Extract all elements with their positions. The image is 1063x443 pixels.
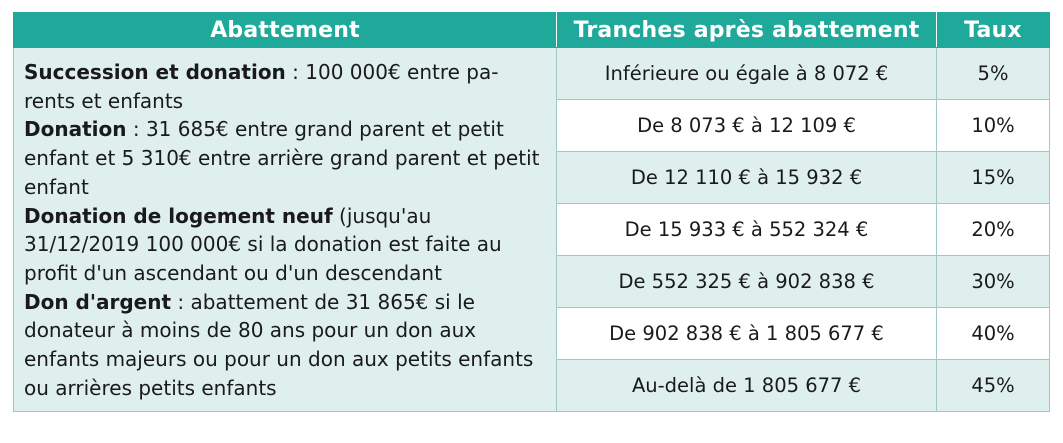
- header-row: [14, 13, 1050, 48]
- abattement-entry-succession: [24, 58, 548, 115]
- table-row: [14, 48, 1050, 100]
- abattement-entry-logement: [24, 202, 548, 288]
- tranche-range: De 12 110 € à 15 932 €: [557, 152, 937, 204]
- tranche-range: De 15 933 € à 552 324 €: [557, 204, 937, 256]
- entry-text: (jusqu'au 31/12/2019 100 000€ si la donation est faite au profit d'un ascendant ou d'un descendant: [24, 203, 502, 285]
- entry-lead: Donation: [24, 117, 127, 142]
- entry-text: : 31 685€ entre grand parent et petit enfant et 5 310€ entre arrière grand parent et petit enfant: [24, 117, 540, 199]
- header-tranches: Tranches après abattement: [557, 13, 937, 48]
- tranche-rate: 45%: [937, 360, 1050, 412]
- tax-table: [13, 12, 1050, 412]
- entry-lead: Succession et donation: [24, 60, 286, 84]
- tranche-rate: 15%: [937, 152, 1050, 204]
- abattement-cell: [14, 48, 557, 412]
- tranche-rate: 10%: [937, 100, 1050, 152]
- tranche-range: Au-delà de 1 805 677 €: [557, 360, 937, 412]
- tranche-range: Inférieure ou égale à 8 072 €: [557, 48, 937, 100]
- entry-text: : 100 000€ entre pa-rents et enfants: [24, 60, 499, 113]
- tranche-range: De 552 325 € à 902 838 €: [557, 256, 937, 308]
- tranche-range: De 8 073 € à 12 109 €: [557, 100, 937, 152]
- tax-table-container: [13, 12, 1049, 412]
- tranche-range: De 902 838 € à 1 805 677 €: [557, 308, 937, 360]
- abattement-entry-argent: [24, 288, 548, 403]
- header-abattement: Abattement: [14, 13, 557, 48]
- tranche-rate: 20%: [937, 204, 1050, 256]
- entry-text: : abattement de 31 865€ si le donateur à moins de 80 ans pour un don aux enfants majeurs ou pour un don aux petits enfants ou arrières petits enfants: [24, 289, 534, 400]
- entry-lead: Don d'argent: [24, 289, 172, 314]
- header-taux: Taux: [937, 13, 1050, 48]
- tranche-rate: 40%: [937, 308, 1050, 360]
- abattement-entry-donation: [24, 115, 548, 201]
- tranche-rate: 30%: [937, 256, 1050, 308]
- entry-lead: Donation de logement neuf: [24, 203, 333, 228]
- tranche-rate: 5%: [937, 48, 1050, 100]
